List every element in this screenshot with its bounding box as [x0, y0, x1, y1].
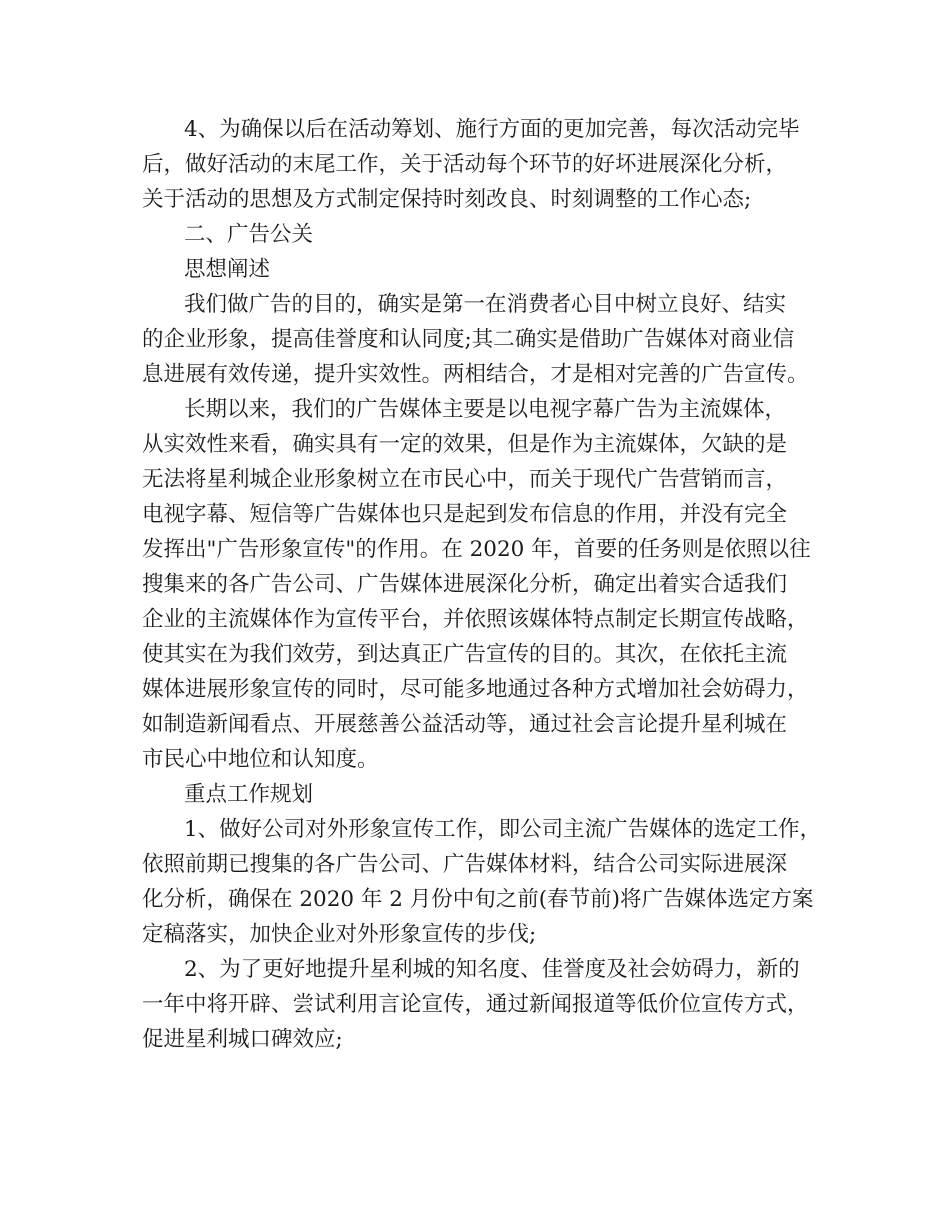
text-line: 企业的主流媒体作为宣传平台，并依照该媒体特点制定长期宣传战略，	[142, 607, 809, 632]
text-line: 发挥出"广告形象宣传"的作用。在 2020 年，首要的任务则是依照以往	[142, 537, 811, 562]
text-line: 2、为了更好地提升星利城的知名度、佳誉度及社会妨碍力，新的	[184, 957, 800, 982]
subheading-thoughts	[142, 252, 832, 287]
text-line: 化分析，确保在 2020 年 2 月份中旬之前(春节前)将广告媒体选定方案	[142, 887, 814, 912]
heading-text: 思想阐述	[184, 257, 271, 282]
subheading-key-plan	[142, 777, 832, 812]
text-line: 搜集来的各广告公司、广告媒体进展深化分析，确定出着实合适我们	[142, 572, 788, 597]
text-line: 促进星利城口碑效应;	[142, 1027, 343, 1052]
paragraph-longterm	[142, 392, 832, 777]
list-item-plan-1	[142, 812, 832, 952]
text-line: 电视字幕、短信等广告媒体也只是起到发布信息的作用，并没有完全	[142, 502, 788, 527]
text-line: 如制造新闻看点、开展慈善公益活动等，通过社会言论提升星利城在	[142, 712, 788, 737]
text-line: 一年中将开辟、尝试利用言论宣传，通过新闻报道等低价位宣传方式，	[142, 992, 809, 1017]
text-line: 依照前期已搜集的各广告公司、广告媒体材料，结合公司实际进展深	[142, 852, 788, 877]
text-line: 从实效性来看，确实具有一定的效果，但是作为主流媒体，欠缺的是	[142, 432, 788, 457]
text-line: 4、为确保以后在活动筹划、施行方面的更加完善，每次活动完毕	[184, 117, 800, 142]
text-line: 的企业形象，提高佳誉度和认同度;其二确实是借助广告媒体对商业信	[142, 327, 795, 352]
text-line: 1、做好公司对外形象宣传工作，即公司主流广告媒体的选定工作，	[184, 817, 822, 842]
paragraph-purpose	[142, 287, 832, 392]
text-line: 无法将星利城企业形象树立在市民心中，而关于现代广告营销而言，	[142, 467, 788, 492]
text-line: 长期以来，我们的广告媒体主要是以电视字幕广告为主流媒体，	[184, 397, 787, 422]
text-line: 媒体进展形象宣传的同时，尽可能多地通过各种方式增加社会妨碍力，	[142, 677, 809, 702]
text-line: 市民心中地位和认知度。	[142, 747, 379, 772]
text-line: 使其实在为我们效劳，到达真正广告宣传的目的。其次，在依托主流	[142, 642, 788, 667]
list-item-plan-2	[142, 952, 832, 1057]
list-item-4	[142, 112, 832, 217]
text-line: 我们做广告的目的，确实是第一在消费者心目中树立良好、结实	[184, 292, 787, 317]
text-line: 定稿落实，加快企业对外形象宣传的步伐;	[142, 922, 537, 947]
text-line: 后，做好活动的末尾工作，关于活动每个环节的好坏进展深化分析，	[142, 152, 788, 177]
section-heading-ad-pr	[142, 217, 832, 252]
text-line: 关于活动的思想及方式制定保持时刻改良、时刻调整的工作心态;	[142, 187, 752, 212]
document-body	[142, 112, 832, 1057]
heading-text: 重点工作规划	[184, 782, 314, 807]
heading-text: 二、广告公关	[184, 222, 314, 247]
text-line: 息进展有效传递，提升实效性。两相结合，才是相对完善的广告宣传。	[142, 362, 809, 387]
